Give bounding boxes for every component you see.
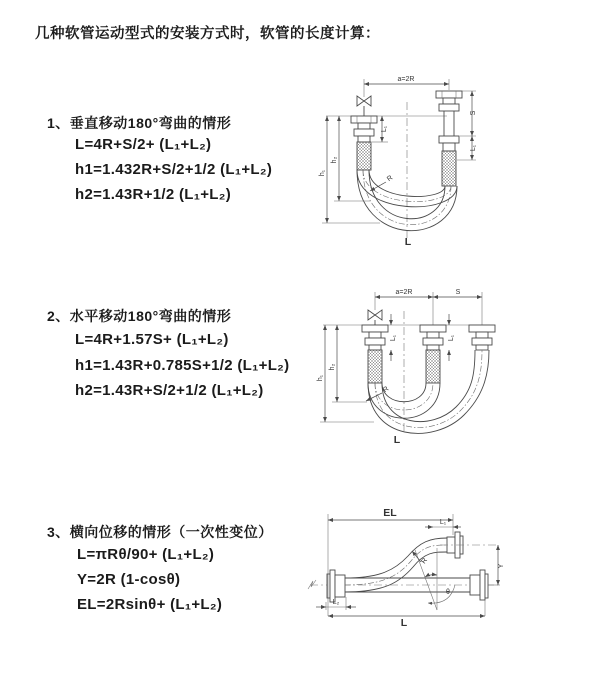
- dim-label-y: Y: [498, 563, 505, 569]
- diagram-lateral-displacement: [300, 500, 600, 640]
- dimension-s: [460, 91, 477, 136]
- dim-label-r: R: [420, 557, 430, 566]
- section-3-heading: 3、横向位移的情形（一次性变位）: [47, 524, 273, 540]
- dimension-l1-left: [390, 314, 397, 361]
- dimension-s: [433, 289, 482, 297]
- dim-label-l: L: [393, 434, 401, 446]
- right-pipe-fitting: [469, 325, 495, 350]
- dim-label-theta: θ: [446, 589, 450, 596]
- section-2-heading: 2、水平移动180°弯曲的情形: [47, 308, 232, 324]
- valve-icon: [368, 310, 382, 325]
- dim-label-s: S: [470, 110, 477, 116]
- dimension-l1-mid: [448, 314, 455, 361]
- dim-label-el: EL: [383, 507, 397, 519]
- section-3-formula-L: L=πRθ/90+ (L₁+L₂): [77, 546, 215, 563]
- radius-leader: [412, 551, 429, 565]
- dim-label-r: R: [386, 174, 395, 184]
- displaced-hose: [345, 538, 447, 592]
- braided-hose-section: [357, 142, 371, 170]
- section-1-formula-h1: h1=1.432R+S/2+1/2 (L₁+L₂): [75, 161, 273, 178]
- break-mark: [308, 580, 316, 589]
- dim-label-r: R: [382, 385, 391, 395]
- section-1-formula-L: L=4R+S/2+ (L₁+L₂): [75, 136, 212, 153]
- dim-label-h1: h₁: [319, 169, 326, 177]
- dim-label-l2: L₂: [332, 599, 340, 606]
- section-1-formula-h2: h2=1.43R+1/2 (L₁+L₂): [75, 186, 232, 203]
- dimension-l1-right: [457, 136, 477, 160]
- dim-label-h2: h₂: [329, 363, 336, 371]
- diagram-vertical-movement-180-bend: [312, 68, 592, 258]
- dimension-h2: [329, 325, 367, 402]
- braided-hose-section: [426, 350, 440, 383]
- dim-label-a2r: a=2R: [395, 289, 413, 296]
- left-pipe-fitting: [362, 325, 388, 383]
- dimension-y: [488, 545, 505, 585]
- dim-label-l1: L₁: [381, 125, 388, 133]
- dim-label-a2r: a=2R: [397, 76, 415, 83]
- upper-flange: [440, 532, 498, 558]
- middle-pipe-fitting: [420, 325, 446, 383]
- right-flange: [470, 570, 488, 600]
- left-flange: [327, 570, 345, 602]
- dim-label-l: L: [404, 236, 412, 248]
- right-pipe-fitting: [436, 91, 462, 186]
- section-2-formula-L: L=4R+1.57S+ (L₁+L₂): [75, 331, 229, 348]
- dim-label-l1: L₁: [470, 144, 477, 152]
- page-title: 几种软管运动型式的安装方式时，软管的长度计算：: [35, 26, 380, 42]
- dim-label-l: L: [400, 617, 408, 629]
- dim-label-l1: L₁: [390, 334, 397, 342]
- dim-label-l1: L₁: [439, 519, 447, 526]
- dim-label-h2: h₂: [331, 156, 338, 164]
- section-1-heading: 1、垂直移动180°弯曲的情形: [47, 115, 232, 131]
- diagram-horizontal-movement-180-bend: [312, 283, 597, 451]
- left-pipe-fitting: [351, 116, 377, 170]
- dimension-l2: [316, 597, 356, 610]
- dim-label-l1: L₁: [448, 334, 455, 342]
- dim-label-h1: h₁: [317, 374, 324, 382]
- angle-theta: [415, 548, 455, 610]
- braided-hose-section: [368, 350, 382, 383]
- section-3-formula-Y: Y=2R (1-cosθ): [77, 571, 181, 588]
- braided-hose-section: [442, 151, 456, 186]
- dimension-l: [328, 600, 485, 629]
- valve-icon: [357, 96, 371, 116]
- section-3-formula-EL: EL=2Rsinθ+ (L₁+L₂): [77, 596, 223, 613]
- section-2-formula-h2: h2=1.43R+S/2+1/2 (L₁+L₂): [75, 382, 264, 399]
- section-2-formula-h1: h1=1.43R+0.785S+1/2 (L₁+L₂): [75, 357, 290, 374]
- dim-label-s: S: [455, 289, 461, 296]
- dimension-el: [328, 507, 453, 616]
